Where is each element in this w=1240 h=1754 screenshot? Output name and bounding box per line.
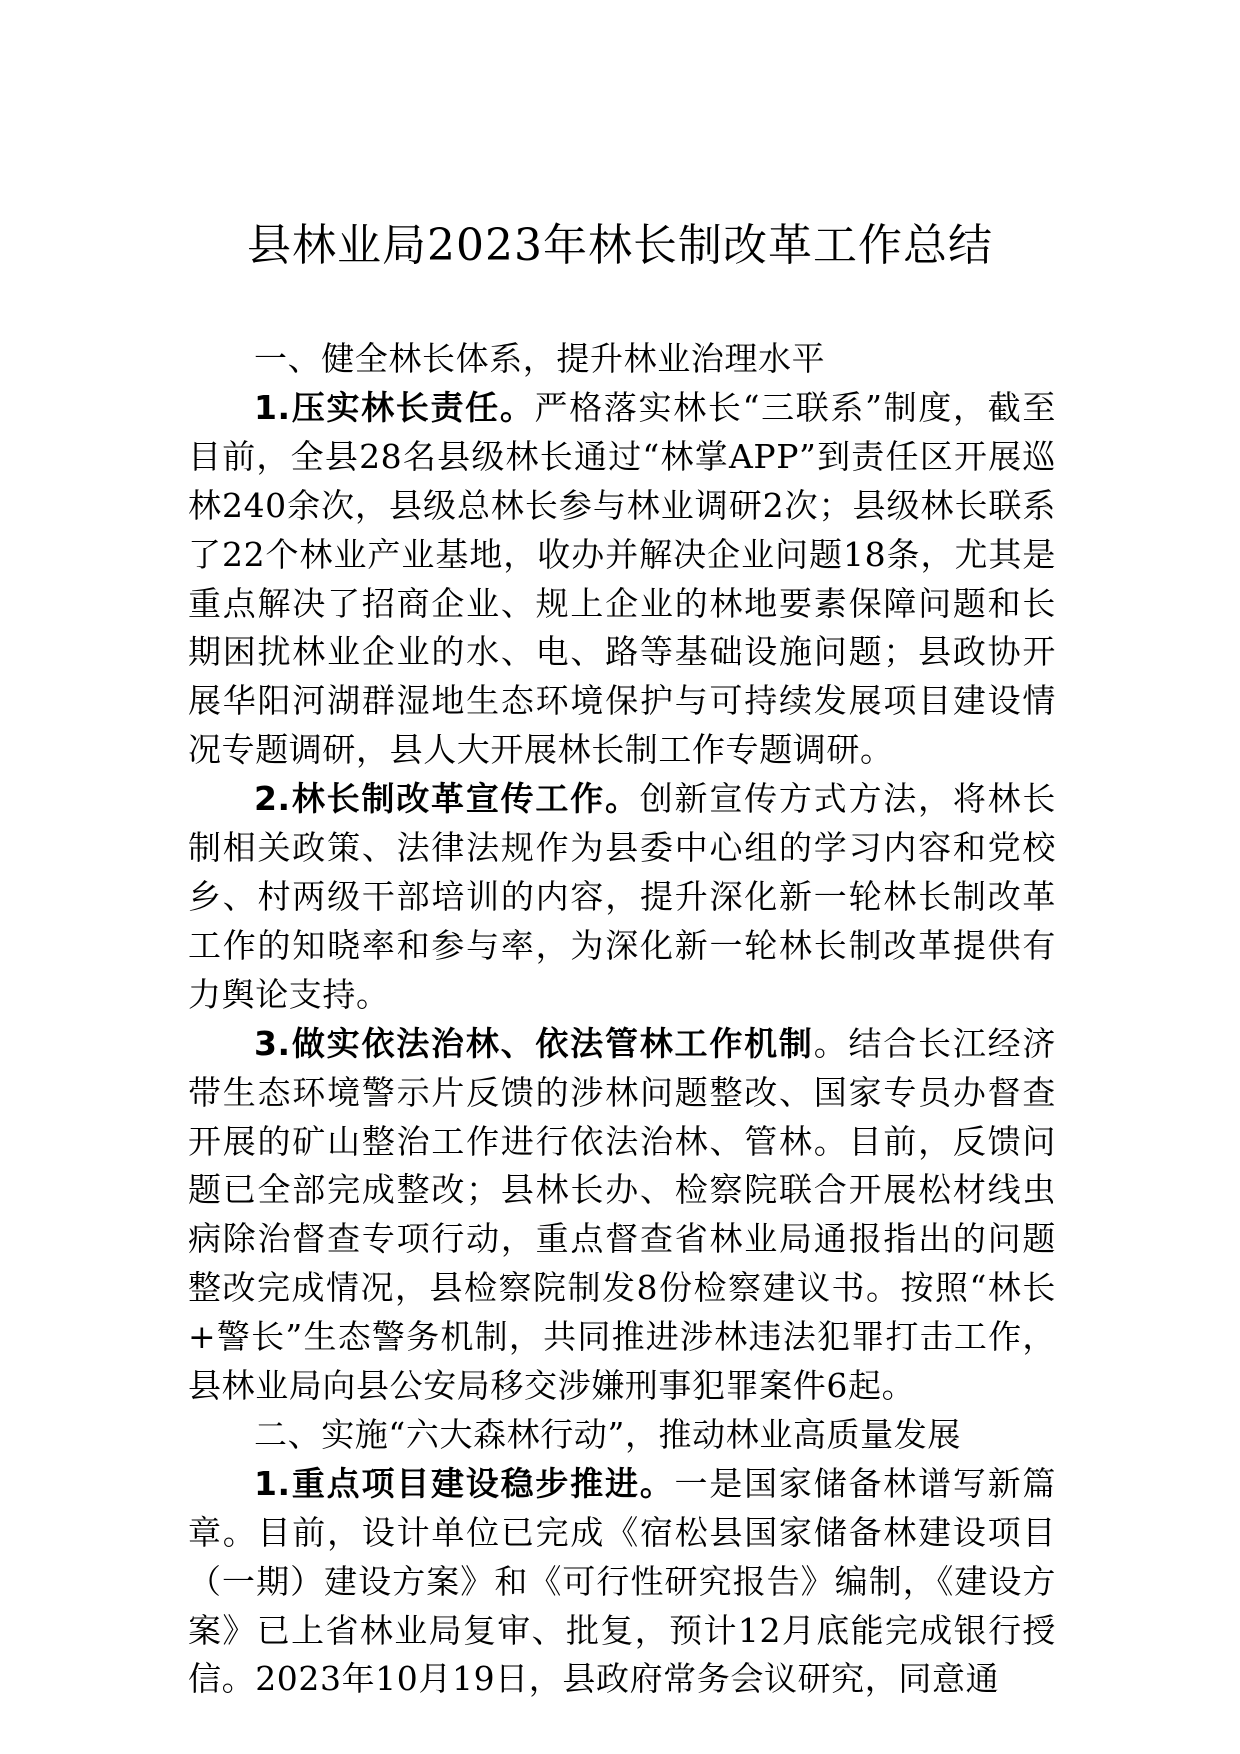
paragraph-lead: 3.做实依法治林、依法管林工作机制 (254, 1023, 814, 1063)
document-body (188, 335, 1056, 1704)
paragraph-2-1 (188, 1460, 1056, 1705)
paragraph-text: 严格落实林长“三联系”制度，截至目前，全县28名县级林长通过“林掌APP”到责任区开展巡林240余次，县级总林长参与林业调研2次；县级林长联系了22个林业产业基地，收办并解决企业问题18条，尤其是重点解决了招商企业、规上企业的林地要素保障问题和长期困扰林业企业的水、电、路等基础设施问题；县政协开展华阳河湖群湿地生态环境保护与可持续发展项目建设情况专题调研，县人大开展林长制工作专题调研。 (188, 387, 1056, 770)
paragraph-lead: 1.压实林长责任。 (254, 387, 535, 427)
paragraph-text: 创新宣传方式方法，将林长制相关政策、法律法规作为县委中心组的学习内容和党校乡、村两级干部培训的内容，提升深化新一轮林长制改革工作的知晓率和参与率，为深化新一轮林长制改革提供有力舆论支持。 (188, 779, 1056, 1014)
paragraph-1-1 (188, 384, 1056, 775)
paragraph-1-3 (188, 1020, 1056, 1411)
section-heading-2: 二、实施“六大森林行动”，推动林业高质量发展 (254, 1414, 961, 1454)
paragraph-lead: 1.重点项目建设稳步推进。 (254, 1463, 675, 1503)
document-title: 县林业局2023年林长制改革工作总结 (247, 220, 993, 271)
paragraph-text: 。结合长江经济带生态环境警示片反馈的涉林问题整改、国家专员办督查开展的矿山整治工作进行依法治林、管林。目前，反馈问题已全部完成整改；县林长办、检察院联合开展松材线虫病除治督查专项行动，重点督查省林业局通报指出的问题整改完成情况，县检察院制发8份检察建议书。按照“林长+警长”生态警务机制，共同推进涉林违法犯罪打击工作，县林业局向县公安局移交涉嫌刑事犯罪案件6起。 (188, 1023, 1057, 1406)
paragraph-text: 一是国家储备林谱写新篇章。目前，设计单位已完成《宿松县国家储备林建设项目（一期）建设方案》和《可行性研究报告》编制，《建设方案》已上省林业局复审、批复，预计12月底能完成银行授信。2023年10月19日，县政府常务会议研究，同意通 (188, 1463, 1056, 1699)
paragraph-lead: 2.林长制改革宣传工作。 (254, 779, 640, 819)
paragraph-1-2 (188, 775, 1056, 1020)
section-heading-1: 一、健全林长体系，提升林业治理水平 (254, 339, 826, 378)
